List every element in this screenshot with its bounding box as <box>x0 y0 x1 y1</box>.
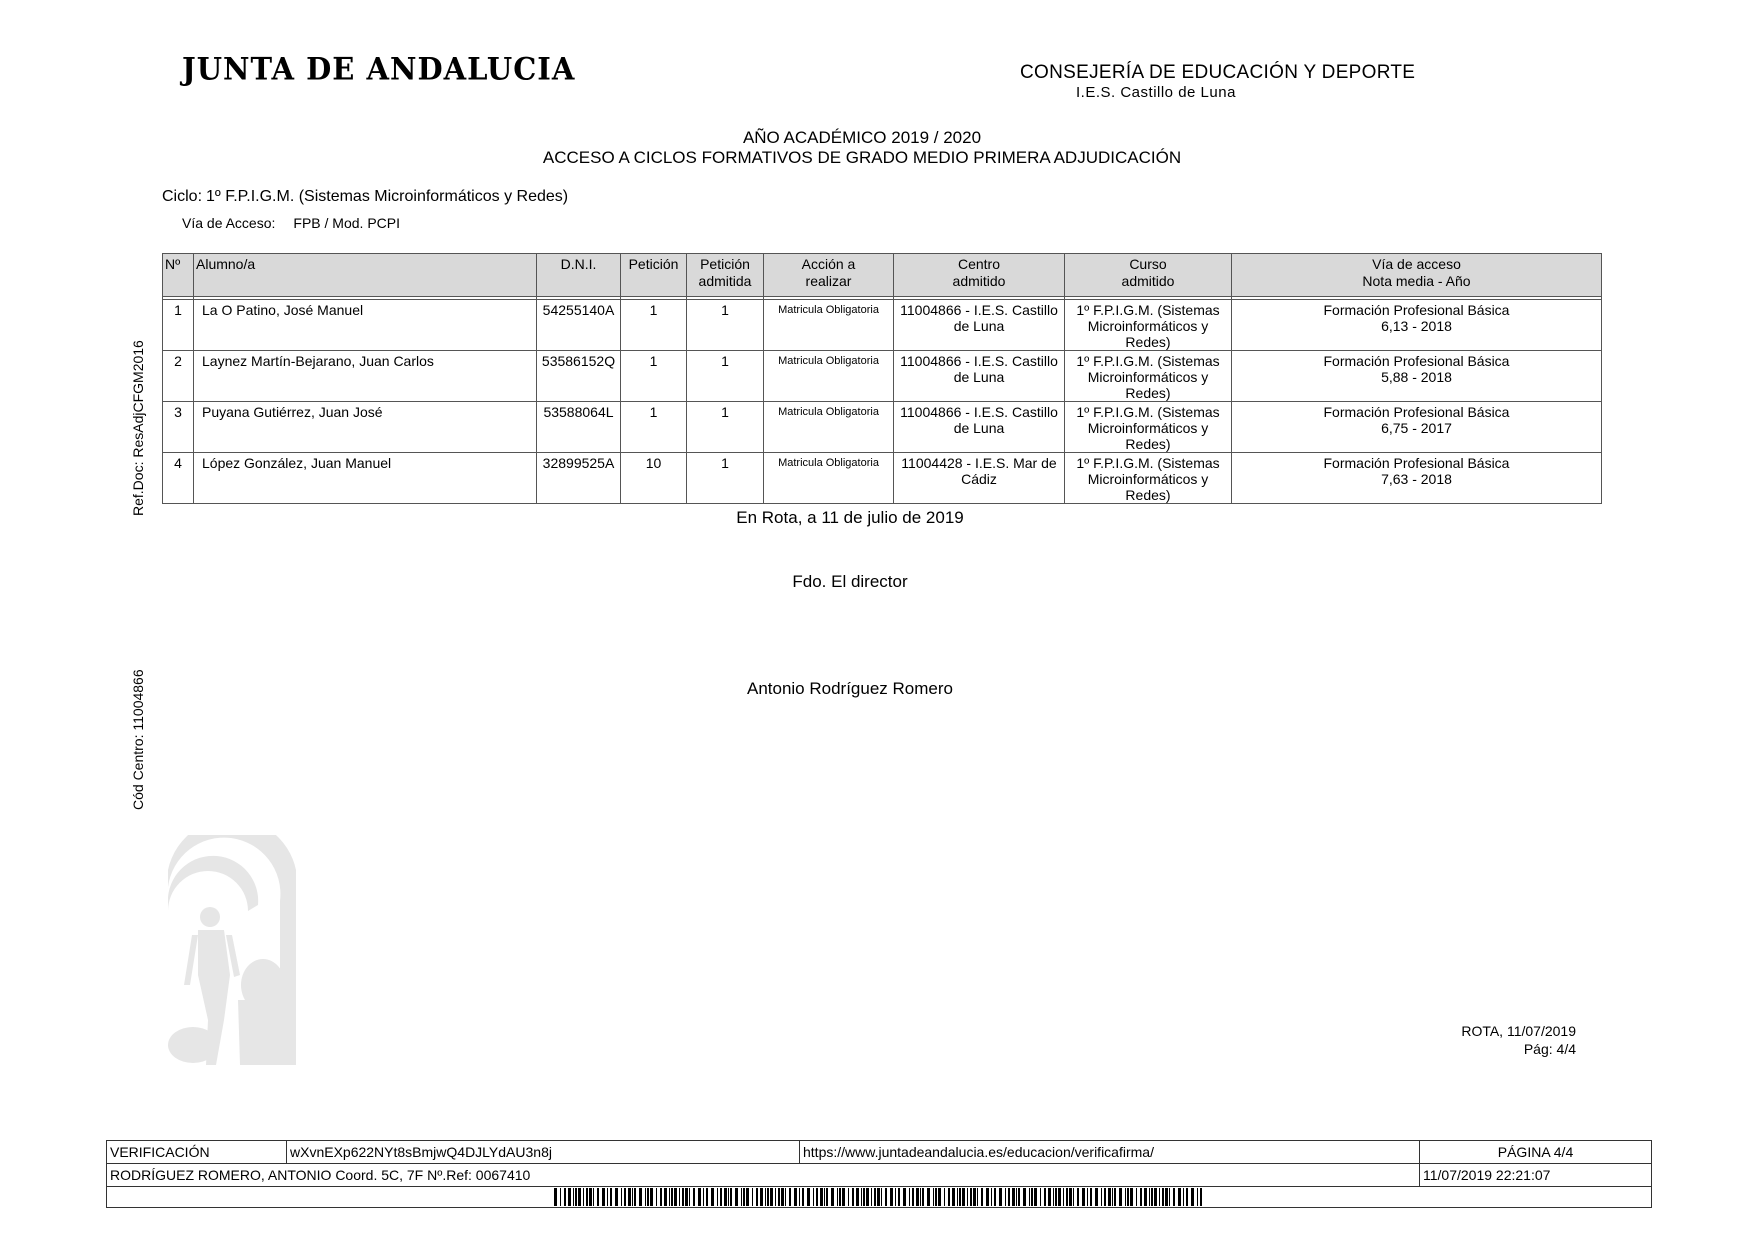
cod-centro-label: Cód Centro: 11004866 <box>130 669 146 810</box>
cell-num: 4 <box>163 453 194 504</box>
cell-dni: 53586152Q <box>537 351 621 402</box>
header-peticion-admitida-l1: Petición <box>700 256 750 272</box>
cell-peticion: 10 <box>621 453 687 504</box>
signature-datetime: 11/07/2019 22:21:07 <box>1420 1164 1652 1187</box>
cell-num: 1 <box>163 300 194 351</box>
cell-admitida: 1 <box>687 453 764 504</box>
footer-page: PÁGINA 4/4 <box>1420 1141 1652 1164</box>
place-date: ROTA, 11/07/2019 <box>1461 1023 1576 1039</box>
cell-dni: 32899525A <box>537 453 621 504</box>
cell-via-text: Formación Profesional Básica <box>1323 404 1510 420</box>
footer-row <box>107 1164 1652 1187</box>
cell-accion: Matricula Obligatoria <box>764 351 894 402</box>
page-info <box>1400 1022 1576 1058</box>
centro-name: I.E.S. Castillo de Luna <box>1076 84 1236 101</box>
ciclo-value: 1º F.P.I.G.M. (Sistemas Microinformáticos y Redes) <box>206 188 569 205</box>
cell-via <box>1232 453 1602 504</box>
cell-alumno: Laynez Martín-Bejarano, Juan Carlos <box>194 351 537 402</box>
ciclo-line <box>162 188 568 206</box>
table-row <box>163 300 1602 351</box>
cell-peticion: 1 <box>621 402 687 453</box>
verification-footer <box>106 1140 1652 1208</box>
via-acceso-line <box>182 215 400 231</box>
cell-curso: 1º F.P.I.G.M. (Sistemas Microinformáticos y Redes) <box>1065 402 1232 453</box>
cell-nota: 6,13 - 2018 <box>1381 318 1452 334</box>
header-peticion-admitida <box>687 254 764 297</box>
header-peticion: Petición <box>621 254 687 297</box>
via-acceso-label: Vía de Acceso: <box>182 215 276 231</box>
adjudicacion-table <box>162 253 1602 504</box>
cell-admitida: 1 <box>687 402 764 453</box>
signatory-name: Antonio Rodríguez Romero <box>746 679 953 698</box>
header-curso-l2: admitido <box>1121 273 1175 289</box>
header-curso-l1: Curso <box>1129 256 1167 272</box>
verification-code: wXvnEXp622NYt8sBmjwQ4DJLYdAU3n8j <box>287 1141 800 1164</box>
junta-logo-text: JUNTA DE ANDALUCIA <box>182 51 576 87</box>
cell-alumno: La O Patino, José Manuel <box>194 300 537 351</box>
header-peticion-admitida-l2: admitida <box>698 273 752 289</box>
table-row <box>163 402 1602 453</box>
cell-dni: 53588064L <box>537 402 621 453</box>
cell-admitida: 1 <box>687 300 764 351</box>
academic-year-title: AÑO ACADÉMICO 2019 / 2020 <box>742 128 982 147</box>
closing-signed-by: Fdo. El director <box>792 572 908 591</box>
header-alumno: Alumno/a <box>194 254 537 297</box>
header-accion-l1: Acción a <box>801 256 856 272</box>
document-title: ACCESO A CICLOS FORMATIVOS DE GRADO MEDIO PRIMERA ADJUDICACIÓN <box>542 148 1182 167</box>
cell-num: 2 <box>163 351 194 402</box>
header-via <box>1232 254 1602 297</box>
cell-via-text: Formación Profesional Básica <box>1323 302 1510 318</box>
verificacion-label: VERIFICACIÓN <box>107 1141 287 1164</box>
table-header-row <box>163 254 1602 297</box>
ref-doc-label: Ref.Doc: ResAdjCFGM2016 <box>130 340 146 516</box>
footer-row <box>107 1187 1652 1208</box>
cell-centro: 11004866 - I.E.S. Castillo de Luna <box>894 402 1065 453</box>
signer-info: RODRÍGUEZ ROMERO, ANTONIO Coord. 5C, 7F Nº.Ref: 0067410 <box>107 1164 1420 1187</box>
cell-peticion: 1 <box>621 351 687 402</box>
cell-via <box>1232 300 1602 351</box>
verification-url[interactable]: https://www.juntadeandalucia.es/educacion/verificafirma/ <box>800 1141 1420 1164</box>
cell-num: 3 <box>163 402 194 453</box>
cell-centro: 11004866 - I.E.S. Castillo de Luna <box>894 300 1065 351</box>
barcode-graphic <box>554 1188 1204 1206</box>
via-acceso-value: FPB / Mod. PCPI <box>293 215 400 231</box>
cell-alumno: Puyana Gutiérrez, Juan José <box>194 402 537 453</box>
header-centro-l2: admitido <box>952 273 1006 289</box>
cell-dni: 54255140A <box>537 300 621 351</box>
header-centro-l1: Centro <box>957 256 1001 272</box>
cell-curso: 1º F.P.I.G.M. (Sistemas Microinformáticos y Redes) <box>1065 453 1232 504</box>
cell-accion: Matricula Obligatoria <box>764 300 894 351</box>
junta-seal-watermark-icon <box>168 835 296 1065</box>
cell-via <box>1232 402 1602 453</box>
cell-nota: 6,75 - 2017 <box>1381 420 1452 436</box>
cell-centro: 11004866 - I.E.S. Castillo de Luna <box>894 351 1065 402</box>
header-dni: D.N.I. <box>537 254 621 297</box>
cell-via-text: Formación Profesional Básica <box>1323 353 1510 369</box>
header-via-l2: Nota media - Año <box>1362 273 1471 289</box>
closing-date: En Rota, a 11 de julio de 2019 <box>736 508 964 527</box>
header-curso <box>1065 254 1232 297</box>
cell-admitida: 1 <box>687 351 764 402</box>
table-row <box>163 351 1602 402</box>
barcode-icon <box>107 1187 1651 1207</box>
header-accion-l2: realizar <box>805 273 852 289</box>
cell-via-text: Formación Profesional Básica <box>1323 455 1510 471</box>
table-row <box>163 453 1602 504</box>
consejeria-title: CONSEJERÍA DE EDUCACIÓN Y DEPORTE <box>1020 62 1416 83</box>
header-num: Nº <box>163 254 194 297</box>
cell-accion: Matricula Obligatoria <box>764 453 894 504</box>
cell-nota: 5,88 - 2018 <box>1381 369 1452 385</box>
cell-curso: 1º F.P.I.G.M. (Sistemas Microinformáticos y Redes) <box>1065 300 1232 351</box>
header-accion <box>764 254 894 297</box>
cell-alumno: López González, Juan Manuel <box>194 453 537 504</box>
cell-accion: Matricula Obligatoria <box>764 402 894 453</box>
footer-row <box>107 1141 1652 1164</box>
cell-via <box>1232 351 1602 402</box>
header-via-l1: Vía de acceso <box>1372 256 1461 272</box>
cell-peticion: 1 <box>621 300 687 351</box>
page-number: Pág: 4/4 <box>1523 1041 1576 1057</box>
cell-centro: 11004428 - I.E.S. Mar de Cádiz <box>894 453 1065 504</box>
header-centro <box>894 254 1065 297</box>
cell-curso: 1º F.P.I.G.M. (Sistemas Microinformáticos y Redes) <box>1065 351 1232 402</box>
ciclo-label: Ciclo: <box>162 188 203 205</box>
cell-nota: 7,63 - 2018 <box>1381 471 1452 487</box>
